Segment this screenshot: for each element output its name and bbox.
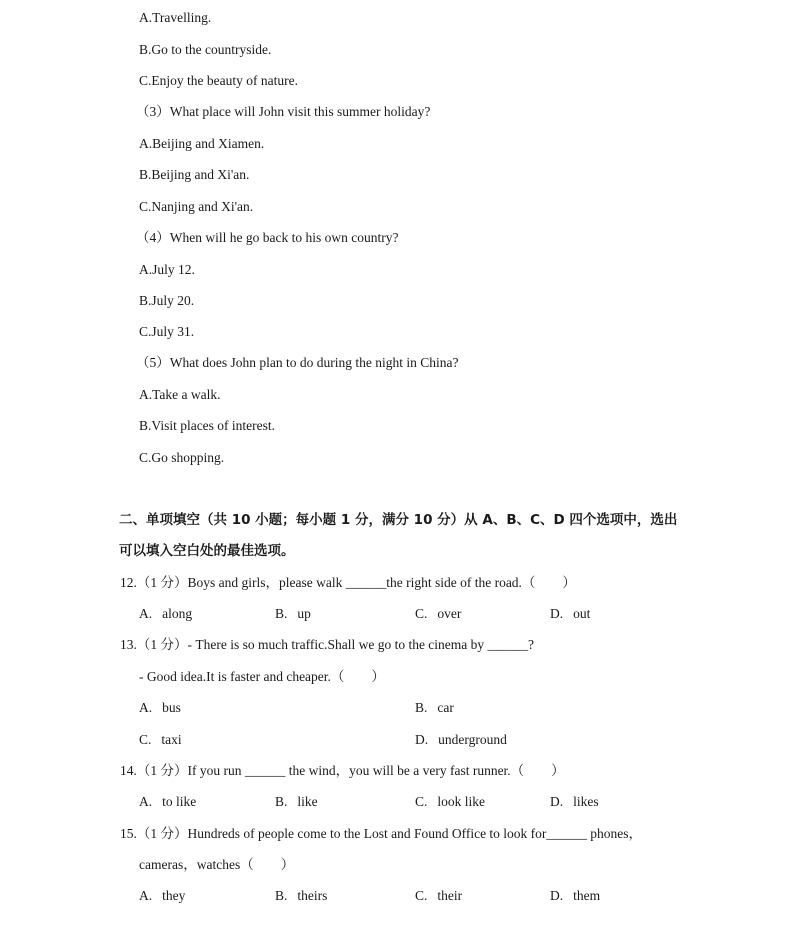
- question-15-option-a[interactable]: [139, 887, 185, 905]
- section-heading-line1: 二、单项填空（共 10 小题；每小题 1 分，满分 10 分）从 A、B、C、D 四个选项中，选出: [119, 512, 678, 528]
- option-text: along: [162, 606, 193, 621]
- option-text: look like: [437, 794, 486, 809]
- option-label: C.: [415, 888, 428, 903]
- question-15-stem-line2: cameras，watches（ ）: [139, 857, 295, 872]
- q4-stem: （4）When will he go back to his own country?: [136, 230, 399, 245]
- q2-option-a: A.Travelling.: [139, 10, 212, 25]
- option-label: A.: [139, 700, 153, 715]
- question-14-option-d[interactable]: [550, 793, 599, 811]
- question-12-option-a[interactable]: [139, 605, 192, 623]
- question-12-option-d[interactable]: [550, 605, 590, 623]
- question-13-stem: 13.（1 分）- There is so much traffic.Shall we go to the cinema by ______?: [120, 637, 535, 652]
- option-text: car: [437, 700, 454, 715]
- option-text: underground: [438, 732, 507, 747]
- question-13-option-b[interactable]: [415, 699, 454, 717]
- option-label: A.: [139, 606, 153, 621]
- q5-option-b: B.Visit places of interest.: [139, 418, 276, 433]
- q5-option-a: A.Take a walk.: [139, 387, 221, 402]
- question-14-stem: 14.（1 分）If you run ______ the wind，you will be a very fast runner.（ ）: [120, 763, 565, 778]
- q3-option-b: B.Beijing and Xi'an.: [139, 167, 250, 182]
- option-text: up: [297, 606, 311, 621]
- question-13-option-c[interactable]: [139, 731, 182, 749]
- option-label: C.: [415, 794, 428, 809]
- option-label: B.: [275, 888, 288, 903]
- q3-option-c: C.Nanjing and Xi'an.: [139, 199, 254, 214]
- question-15-option-b[interactable]: [275, 887, 327, 905]
- option-label: D.: [550, 888, 564, 903]
- q3-stem: （3）What place will John visit this summer holiday?: [136, 104, 431, 119]
- question-12-stem: 12.（1 分）Boys and girls，please walk ______the right side of the road.（ ）: [120, 575, 576, 590]
- option-label: C.: [139, 732, 152, 747]
- question-13-option-a[interactable]: [139, 699, 181, 717]
- option-text: them: [573, 888, 601, 903]
- option-text: likes: [573, 794, 599, 809]
- q3-option-a: A.Beijing and Xiamen.: [139, 136, 265, 151]
- q4-option-b: B.July 20.: [139, 293, 195, 308]
- option-label: B.: [415, 700, 428, 715]
- option-label: D.: [550, 794, 564, 809]
- question-14-option-a[interactable]: [139, 793, 196, 811]
- option-text: they: [162, 888, 186, 903]
- q2-option-c: C.Enjoy the beauty of nature.: [139, 73, 298, 88]
- option-text: theirs: [297, 888, 328, 903]
- option-label: A.: [139, 888, 153, 903]
- question-15-stem: 15.（1 分）Hundreds of people come to the Lost and Found Office to look for______ phones，: [120, 826, 643, 841]
- q5-stem: （5）What does John plan to do during the night in China?: [136, 355, 459, 370]
- option-label: D.: [550, 606, 564, 621]
- option-label: B.: [275, 794, 288, 809]
- question-13-option-d[interactable]: [415, 731, 507, 749]
- option-text: taxi: [161, 732, 182, 747]
- option-label: B.: [275, 606, 288, 621]
- q2-option-b: B.Go to the countryside.: [139, 42, 272, 57]
- option-text: bus: [162, 700, 181, 715]
- q5-option-c: C.Go shopping.: [139, 450, 225, 465]
- option-text: to like: [162, 794, 197, 809]
- section-heading-line2: 可以填入空白处的最佳选项。: [119, 543, 295, 559]
- q4-option-a: A.July 12.: [139, 262, 195, 277]
- question-14-option-c[interactable]: [415, 793, 485, 811]
- question-12-option-c[interactable]: [415, 605, 461, 623]
- question-15-option-c[interactable]: [415, 887, 462, 905]
- question-12-option-b[interactable]: [275, 605, 311, 623]
- option-text: like: [297, 794, 318, 809]
- option-text: out: [573, 606, 591, 621]
- option-label: A.: [139, 794, 153, 809]
- option-text: over: [437, 606, 462, 621]
- question-13-stem-line2: - Good idea.It is faster and cheaper.（ ）: [139, 669, 385, 684]
- q4-option-c: C.July 31.: [139, 324, 195, 339]
- question-15-option-d[interactable]: [550, 887, 600, 905]
- option-label: D.: [415, 732, 429, 747]
- option-text: their: [437, 888, 463, 903]
- question-14-option-b[interactable]: [275, 793, 318, 811]
- option-label: C.: [415, 606, 428, 621]
